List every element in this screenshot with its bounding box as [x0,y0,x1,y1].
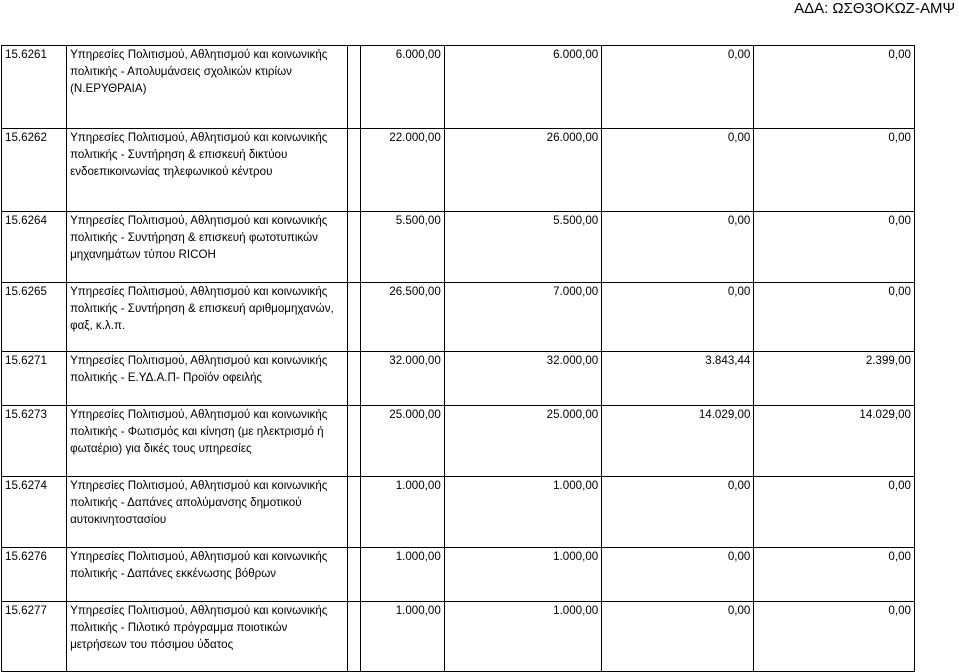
row-description: Υπηρεσίες Πολιτισμού, Αθλητισμού και κοινωνικής πολιτικής - Ε.ΥΔ.Α.Π- Προϊόν οφειλής [67,352,348,406]
row-gap [348,46,361,129]
row-description: Υπηρεσίες Πολιτισμού, Αθλητισμού και κοινωνικής πολιτικής - Συντήρηση & επισκευή αριθμομηχανών, φαξ, κ.λ.π. [67,283,348,352]
row-value-2: 6.000,00 [444,46,601,129]
row-value-2: 1.000,00 [444,548,601,602]
table-row [2,129,915,212]
row-value-4: 2.399,00 [754,352,915,406]
table-row [2,352,915,406]
row-description: Υπηρεσίες Πολιτισμού, Αθλητισμού και κοινωνικής πολιτικής - Πιλοτικό πρόγραμμα ποιοτικών μετρήσεων του πόσιμου ύδατος [67,602,348,672]
row-gap [348,406,361,477]
row-value-4: 0,00 [754,46,915,129]
row-gap [348,283,361,352]
budget-table [1,45,915,672]
row-value-3: 0,00 [602,477,754,548]
row-gap [348,548,361,602]
table-row [2,477,915,548]
row-value-1: 1.000,00 [360,548,444,602]
row-description: Υπηρεσίες Πολιτισμού, Αθλητισμού και κοινωνικής πολιτικής - Φωτισμός και κίνηση (με ηλεκτρισμό ή φωταέριο) για δικές τους υπηρεσίες [67,406,348,477]
row-value-2: 1.000,00 [444,477,601,548]
row-code: 15.6265 [2,283,67,352]
row-description: Υπηρεσίες Πολιτισμού, Αθλητισμού και κοινωνικής πολιτικής - Δαπάνες εκκένωσης βόθρων [67,548,348,602]
row-description: Υπηρεσίες Πολιτισμού, Αθλητισμού και κοινωνικής πολιτικής - Απολυμάνσεις σχολικών κτιρίων (Ν.ΕΡΥΘΡΑΙΑ) [67,46,348,129]
ada-code: ΑΔΑ: ΩΣΘ3ΟΚΩΖ-ΑΜΨ [794,0,955,17]
row-value-4: 0,00 [754,212,915,283]
row-value-4: 0,00 [754,602,915,672]
row-value-4: 0,00 [754,129,915,212]
row-value-4: 0,00 [754,477,915,548]
table-row [2,602,915,672]
row-value-1: 5.500,00 [360,212,444,283]
row-value-2: 5.500,00 [444,212,601,283]
row-value-1: 25.000,00 [360,406,444,477]
row-value-4: 0,00 [754,283,915,352]
row-description: Υπηρεσίες Πολιτισμού, Αθλητισμού και κοινωνικής πολιτικής - Συντήρηση & επισκευή δικτύου ενδοεπικοινωνίας τηλεφωνικού κέντρου [67,129,348,212]
row-value-1: 22.000,00 [360,129,444,212]
row-value-3: 3.843,44 [602,352,754,406]
table-row [2,46,915,129]
row-code: 15.6262 [2,129,67,212]
row-value-4: 14.029,00 [754,406,915,477]
row-value-1: 1.000,00 [360,477,444,548]
row-description: Υπηρεσίες Πολιτισμού, Αθλητισμού και κοινωνικής πολιτικής - Συντήρηση & επισκευή φωτοτυπικών μηχανημάτων τύπου RICOH [67,212,348,283]
row-value-2: 7.000,00 [444,283,601,352]
row-value-4: 0,00 [754,548,915,602]
row-value-3: 0,00 [602,283,754,352]
row-value-2: 1.000,00 [444,602,601,672]
row-value-3: 0,00 [602,46,754,129]
table-row [2,283,915,352]
row-value-3: 14.029,00 [602,406,754,477]
row-value-1: 1.000,00 [360,602,444,672]
row-value-3: 0,00 [602,212,754,283]
row-code: 15.6273 [2,406,67,477]
row-value-2: 26.000,00 [444,129,601,212]
row-value-1: 26.500,00 [360,283,444,352]
row-gap [348,352,361,406]
row-gap [348,477,361,548]
table-row [2,406,915,477]
row-code: 15.6264 [2,212,67,283]
table-row [2,212,915,283]
row-value-1: 6.000,00 [360,46,444,129]
row-value-2: 25.000,00 [444,406,601,477]
row-value-3: 0,00 [602,129,754,212]
row-gap [348,129,361,212]
row-code: 15.6261 [2,46,67,129]
row-value-1: 32.000,00 [360,352,444,406]
row-value-2: 32.000,00 [444,352,601,406]
row-description: Υπηρεσίες Πολιτισμού, Αθλητισμού και κοινωνικής πολιτικής - Δαπάνες απολύμανσης δημοτικού αυτοκινητοστασίου [67,477,348,548]
row-code: 15.6276 [2,548,67,602]
row-value-3: 0,00 [602,548,754,602]
row-code: 15.6271 [2,352,67,406]
row-gap [348,212,361,283]
row-gap [348,602,361,672]
row-value-3: 0,00 [602,602,754,672]
row-code: 15.6277 [2,602,67,672]
table-row [2,548,915,602]
row-code: 15.6274 [2,477,67,548]
